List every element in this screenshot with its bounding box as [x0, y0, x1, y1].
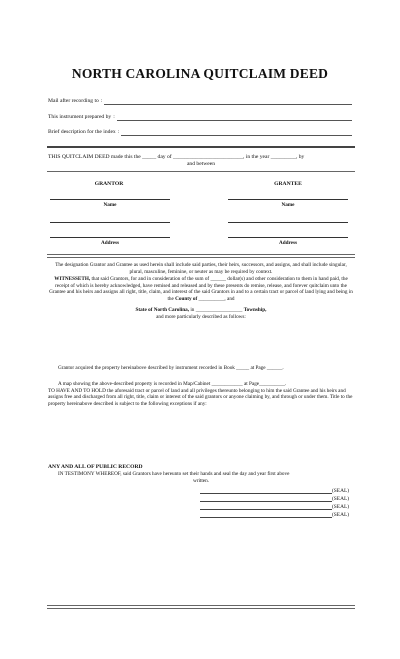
seal-signature-line[interactable]	[200, 512, 332, 518]
double-rule-top	[47, 254, 355, 255]
county-tail: __________, and	[197, 295, 235, 302]
seal-label: (SEAL)	[332, 504, 350, 510]
seal-signature-line[interactable]	[200, 504, 332, 510]
footer-rule-2	[47, 608, 355, 609]
witnesseth-text: that said Grantors, for and in consideration of the sum of ______ dollar(s) and other consideration to them in hand paid, the receipt of which is hereby acknowledged, have remised and released and by these presents do remise, release, and forever quitclaim unto the Grantee and his heirs and assigns all right, title, claim, and interest of the said Grantors in and to a certain tract or parcel of land lying and being in the	[49, 276, 353, 302]
grantor-name-line[interactable]	[50, 199, 170, 200]
state-word: State of North Carolina,	[135, 307, 190, 313]
grantor-heading: GRANTOR	[94, 181, 124, 187]
grantee-name-line[interactable]	[228, 199, 348, 200]
parties-divider	[47, 171, 355, 172]
brief-description-line[interactable]	[121, 130, 352, 136]
seal-label: (SEAL)	[332, 488, 350, 494]
brief-description-label: Brief description for the index	[48, 129, 116, 135]
deed-title: NORTH CAROLINA QUITCLAIM DEED	[71, 66, 329, 81]
seal-signature-1[interactable]	[200, 488, 349, 494]
mail-after-recording-field[interactable]: Mail after recording to :	[48, 98, 352, 105]
grantor-name-label: Name	[103, 202, 117, 208]
instrument-prepared-by-label: This instrument prepared by	[48, 114, 112, 120]
grantee-address-line-2[interactable]	[228, 237, 348, 238]
seal-signature-4[interactable]	[200, 512, 349, 518]
grantor-address-line-1[interactable]	[50, 222, 170, 223]
section-divider	[47, 146, 355, 148]
double-rule-bottom	[47, 257, 355, 258]
testimony-line-2: written.	[193, 478, 209, 484]
map-paragraph: A map showing the above-described property is recorded in Map/Cabinet ____________ at Page__________.	[58, 381, 287, 387]
grantee-address-label: Address	[278, 240, 298, 246]
and-between: and between	[186, 161, 216, 167]
mail-after-recording-line[interactable]	[104, 99, 352, 105]
acquired-paragraph: Grantor acquired the property hereinabove described by instrument recorded in Book _____ at Page ______.	[58, 365, 284, 371]
seal-signature-line[interactable]	[200, 488, 332, 494]
county-word: County of	[175, 295, 198, 302]
public-record-heading: ANY AND ALL OF PUBLIC RECORD	[48, 464, 143, 470]
seal-signature-line[interactable]	[200, 496, 332, 502]
seal-signature-2[interactable]	[200, 496, 349, 502]
instrument-prepared-by-field[interactable]: This instrument prepared by :	[48, 114, 352, 121]
testimony-line-1: IN TESTIMONY WHEREOF, said Grantors have hereunto set their hands and seal the day and year first above	[58, 471, 290, 477]
grantor-address-line-2[interactable]	[50, 237, 170, 238]
mail-after-recording-label: Mail after recording to	[48, 98, 99, 104]
state-line	[48, 307, 354, 314]
state-mid: in __________________	[189, 307, 243, 313]
grantee-heading: GRANTEE	[274, 181, 302, 187]
brief-description-field[interactable]: Brief description for the index :	[48, 129, 352, 136]
witnesseth-word: WITNESSETH,	[54, 276, 91, 282]
footer-rule-1	[47, 605, 355, 606]
deed-made-line: THIS QUITCLAIM DEED made this the _____ day of _________________________, in the year _________, by	[48, 154, 305, 160]
to-have-paragraph: TO HAVE AND TO HOLD the aforesaid tract or parcel of land and all privileges thereunto belonging to him the said Grantee and his heirs and assigns free and discharged from all right, title, claim or interest of the said grantors or anyone claiming by, and through or under them. Title to the property hereinabove described is subject to the following exceptions if any:	[48, 388, 353, 407]
described-line: and more particularly described as follows:	[156, 314, 246, 320]
grantee-address-line-1[interactable]	[228, 222, 348, 223]
township-word: Township,	[243, 307, 267, 313]
seal-label: (SEAL)	[332, 512, 350, 518]
grantor-address-label: Address	[100, 240, 120, 246]
instrument-prepared-by-line[interactable]	[117, 115, 352, 121]
seal-label: (SEAL)	[332, 496, 350, 502]
seal-signature-3[interactable]	[200, 504, 349, 510]
witnesseth-paragraph	[48, 276, 354, 302]
grantee-name-label: Name	[281, 202, 295, 208]
designation-paragraph: The designation Grantor and Grantee as used herein shall include said parties, their heirs, successors, and assigns, and shall include singular, plural, masculine, feminine, or neuter as may be required by context.	[55, 262, 347, 275]
